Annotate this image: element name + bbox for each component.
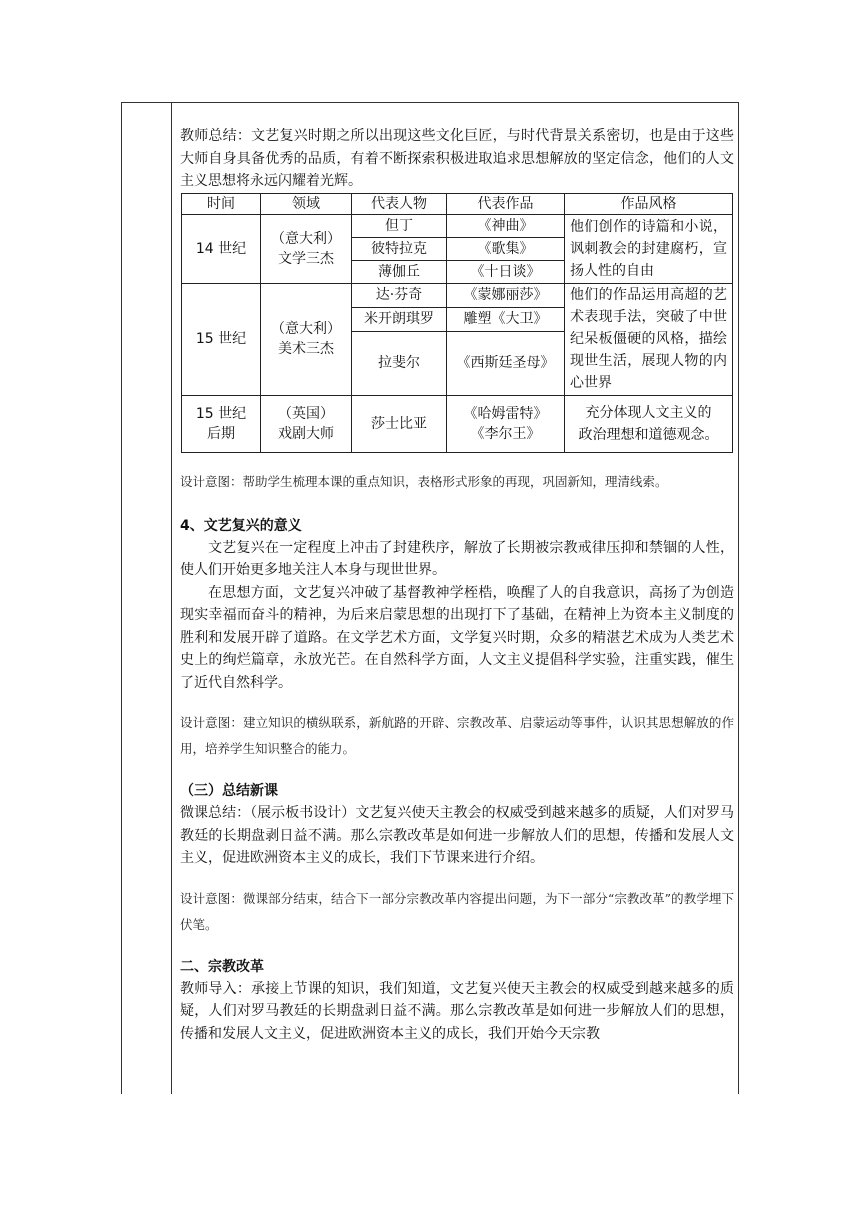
lesson-plan-frame (121, 102, 739, 1094)
group1-field-name: 文学三杰 (278, 250, 334, 267)
header-style: 作品风格 (565, 193, 733, 214)
group2-field-country: （意大利） (271, 321, 341, 337)
group2-work-2: 雕塑《大卫》 (447, 307, 565, 331)
section-4-paragraph-1: 文艺复兴在一定程度上冲击了封建秩序，解放了长期被宗教戒律压抑和禁锢的人性，使人们开始更多地关注人本身与现世世界。 (180, 539, 734, 578)
group3-field-name: 戏剧大师 (278, 425, 334, 442)
group1-work-3: 《十日谈》 (447, 260, 565, 283)
header-time: 时间 (182, 193, 261, 214)
group3-person: 莎士比亚 (352, 395, 447, 452)
table-header-row (182, 193, 733, 214)
group3-work-1: 《哈姆雷特》 (463, 405, 548, 422)
group3-time (182, 395, 261, 452)
section-2-heading: 二、宗教改革 (180, 958, 264, 975)
table-row (182, 214, 733, 237)
group2-person-3: 拉斐尔 (352, 331, 447, 395)
section-4-heading: 4、文艺复兴的意义 (180, 517, 302, 534)
group1-work-2: 《歌集》 (447, 237, 565, 260)
group2-person-1: 达·芬奇 (352, 283, 447, 307)
group1-time: 14 世纪 (182, 214, 261, 283)
group2-field-name: 美术三杰 (278, 341, 334, 357)
design-intent-note-2: 设计意图：建立知识的横纵联系，新航路的开辟、宗教改革、启蒙运动等事件，认识其思想解放的作用，培养学生知识整合的能力。 (180, 715, 734, 756)
section-3-body: 微课总结：（展示板书设计）文艺复兴使天主教会的权威受到越来越多的质疑，人们对罗马教廷的长期盘剥日益不满。那么宗教改革是如何进一步解放人们的思想，传播和发展人文主义，促进欧洲资本主义的成长，我们下节课来进行介绍。 (180, 805, 734, 866)
group3-work-2: 《李尔王》 (470, 425, 541, 442)
teacher-summary: 教师总结：文艺复兴时期之所以出现这些文化巨匠，与时代背景关系密切，也是由于这些大师自身具备优秀的品质，有着不断探索积极进取追求思想解放的坚定信念，他们的人文主义思想将永远闪耀着光辉。 (180, 128, 734, 189)
section-4-paragraph-2: 在思想方面，文艺复兴冲破了基督教神学桎梏，唤醒了人的自我意识，高扬了为创造现实幸福而奋斗的精神，为后来启蒙思想的出现打下了基础，在精神上为资本主义制度的胜利和发展开辟了道路。在文学艺术方面，文学复兴时期，众多的精湛艺术成为人类艺术史上的绚烂篇章，永放光芒。在自然科学方面，人文主义提倡科学实验，注重实践，催生了近代自然科学。 (180, 584, 734, 691)
group2-work-3: 《西斯廷圣母》 (447, 331, 565, 395)
group1-person-2: 彼特拉克 (352, 237, 447, 260)
group3-style-line1: 充分体现人文主义的 (585, 404, 712, 421)
group3-time-period: 后期 (207, 425, 235, 442)
group2-style: 他们的作品运用高超的艺术表现手法，突破了中世纪呆板僵硬的风格，描绘现世生活，展现人物的内心世界 (565, 283, 733, 395)
group3-field (261, 395, 352, 452)
table-row (182, 283, 733, 307)
group2-time: 15 世纪 (182, 283, 261, 395)
design-intent-note-1: 设计意图：帮助学生梳理本课的重点知识，表格形式形象的再现，巩固新知，理清线索。 (180, 473, 668, 489)
design-intent-note-3: 设计意图：微课部分结束，结合下一部分宗教改革内容提出问题，为下一部分“宗教改革”的教学埋下伏笔。 (180, 890, 734, 932)
group1-field (261, 214, 352, 283)
group2-person-2: 米开朗琪罗 (352, 307, 447, 331)
content-cell (180, 125, 734, 1045)
group3-time-century: 15 世纪 (195, 405, 247, 422)
group1-style: 他们创作的诗篇和小说，讽刺教会的封建腐朽，宣扬人性的自由 (565, 214, 733, 283)
group2-field (261, 283, 352, 395)
header-work: 代表作品 (447, 193, 565, 214)
table-row (182, 395, 733, 452)
group3-style (565, 395, 733, 452)
group3-style-line2: 政治理想和道德观念。 (578, 426, 719, 443)
header-field: 领域 (261, 193, 352, 214)
section-2-body: 教师导入：承接上节课的知识，我们知道，文艺复兴使天主教会的权威受到越来越多的质疑，人们对罗马教廷的长期盘剥日益不满。那么宗教改革是如何进一步解放人们的思想，传播和发展人文主义，促进欧洲资本主义的成长，我们开始今天宗教 (180, 980, 734, 1042)
group3-field-country: （英国） (278, 405, 334, 422)
group1-person-3: 薄伽丘 (352, 260, 447, 283)
group1-work-1: 《神曲》 (447, 214, 565, 237)
renaissance-table (181, 193, 733, 453)
left-label-column (122, 103, 172, 1094)
group1-person-1: 但丁 (352, 214, 447, 237)
section-3-heading: （三）总结新课 (180, 783, 278, 799)
group3-work (447, 395, 565, 452)
group2-work-1: 《蒙娜丽莎》 (447, 283, 565, 307)
header-person: 代表人物 (352, 193, 447, 214)
group1-field-country: （意大利） (271, 230, 341, 247)
